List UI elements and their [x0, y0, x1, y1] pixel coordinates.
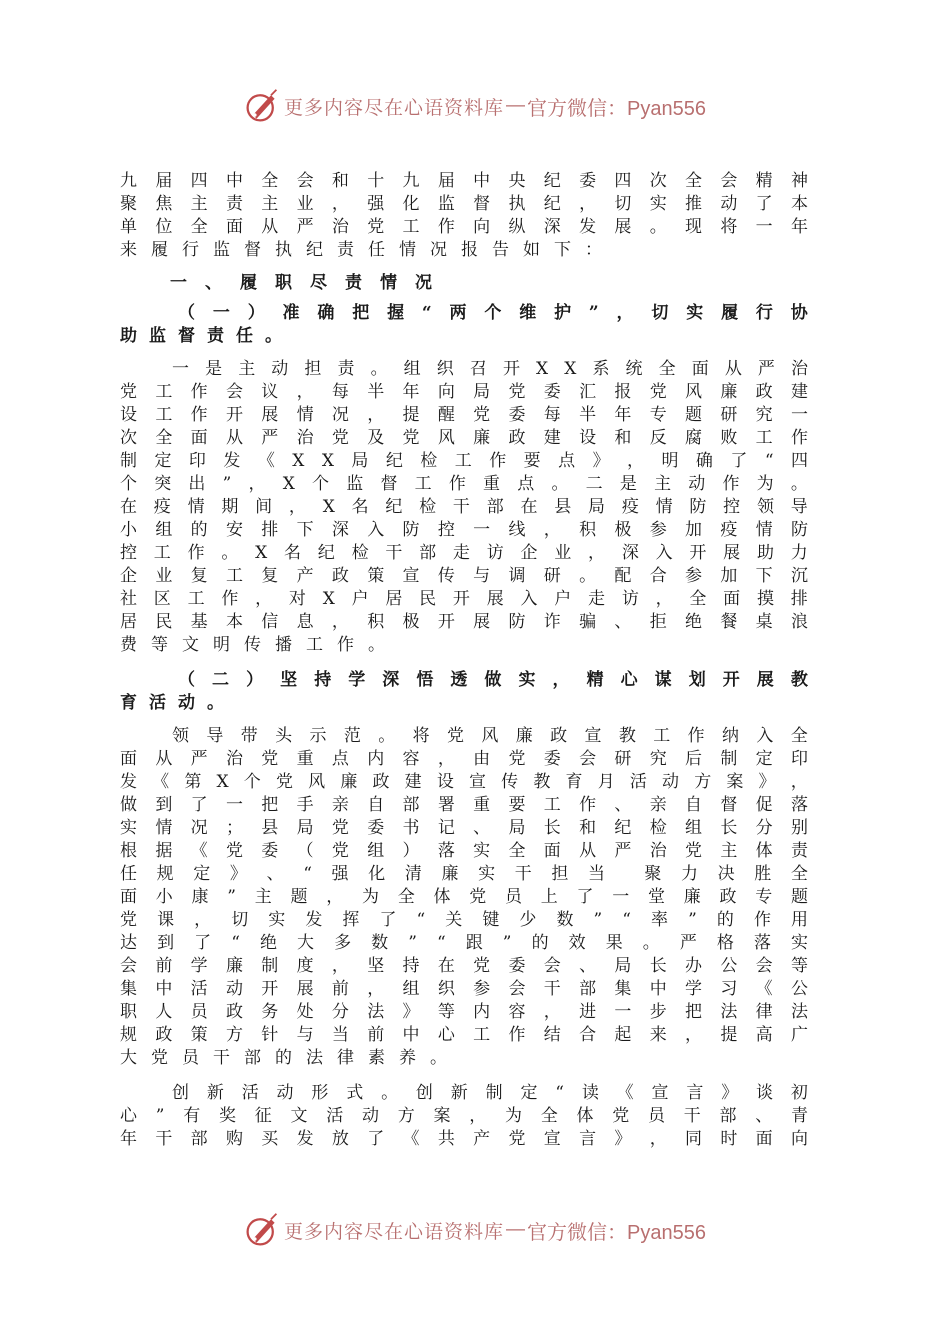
- text-line: 党 工 作 会 议 ， 每 半 年 向 局 党 委 汇 报 党 风 廉 政 建: [120, 382, 808, 402]
- text-line: 社 区 工 作 ， 对 X 户 居 民 开 展 入 户 走 访 ， 全 面 摸 排: [120, 589, 808, 609]
- header-watermark-banner: [0, 84, 950, 128]
- text-line: （ 二 ） 坚 持 学 深 悟 透 做 实 ， 精 心 谋 划 开 展 教: [178, 670, 808, 690]
- pen-logo-icon: [244, 1212, 280, 1248]
- text-line: 集 中 活 动 开 展 前 ， 组 织 参 会 干 部 集 中 学 习 《 公: [120, 979, 808, 999]
- document-body: [120, 170, 808, 1163]
- text-line: 大党员干部的法律素养。: [120, 1048, 461, 1068]
- text-line: 达 到 了 “ 绝 大 多 数 ” “ 跟 ” 的 效 果 。 严 格 落 实: [120, 933, 808, 953]
- text-line: 控 工 作 。 X 名 纪 检 干 部 走 访 企 业 ， 深 入 开 展 助 力: [120, 543, 808, 563]
- footer-watermark-banner: [0, 1208, 950, 1252]
- text-line: 居 民 基 本 信 息 ， 积 极 开 展 防 诈 骗 、 拒 绝 餐 桌 浪: [120, 612, 808, 632]
- text-line: 在 疫 情 期 间 ， X 名 纪 检 干 部 在 县 局 疫 情 防 控 领 导: [120, 497, 808, 517]
- text-line: 创 新 活 动 形 式 。 创 新 制 定 “ 读 《 宣 言 》 谈 初: [172, 1083, 808, 1103]
- text-line: 根 据 《 党 委 （ 党 组 ） 落 实 全 面 从 严 治 党 主 体 责: [120, 841, 808, 861]
- text-line: 领 导 带 头 示 范 。 将 党 风 廉 政 宣 教 工 作 纳 入 全: [172, 726, 808, 746]
- banner-contact: 官方微信：Pyan556: [527, 1221, 706, 1244]
- subsection-heading-2: [120, 669, 808, 715]
- paragraph-3: [120, 1082, 808, 1151]
- text-line: 费等文明传播工作。: [120, 635, 399, 655]
- text-line: 来履行监督执纪责任情况报告如下：: [120, 240, 616, 260]
- text-line: 面 小 康 ” 主 题 ， 为 全 体 党 员 上 了 一 堂 廉 政 专 题: [120, 887, 808, 907]
- text-line: 实 情 况 ； 县 局 党 委 书 记 、 局 长 和 纪 检 组 长 分 别: [120, 818, 808, 838]
- banner-separator: —: [506, 1219, 526, 1240]
- text-line: （ 一 ） 准 确 把 握 “ 两 个 维 护 ” ， 切 实 履 行 协: [178, 303, 808, 323]
- text-line: 单 位 全 面 从 严 治 党 工 作 向 纵 深 发 展 。 现 将 一 年: [120, 217, 808, 237]
- banner-text: 更多内容尽在心语资料库: [284, 96, 505, 119]
- pen-logo-icon: [244, 88, 280, 124]
- text-line: 小 组 的 安 排 下 深 入 防 控 一 线 ， 积 极 参 加 疫 情 防: [120, 520, 808, 540]
- text-line: 一 是 主 动 担 责 。 组 织 召 开 X X 系 统 全 面 从 严 治: [172, 359, 808, 379]
- text-line: 心 ” 有 奖 征 文 活 动 方 案 ， 为 全 体 党 员 干 部 、 青: [120, 1106, 808, 1126]
- banner-separator: —: [506, 95, 526, 116]
- text-line: 制 定 印 发 《 X X 局 纪 检 工 作 要 点 》 ， 明 确 了 “ 四: [120, 451, 808, 471]
- text-line: 设 工 作 开 展 情 况 ， 提 醒 党 委 每 半 年 专 题 研 究 一: [120, 405, 808, 425]
- text-line: 年 干 部 购 买 发 放 了 《 共 产 党 宣 言 》 ， 同 时 面 向: [120, 1129, 808, 1149]
- intro-paragraph: [120, 170, 808, 262]
- text-line: 做 到 了 一 把 手 亲 自 部 署 重 要 工 作 、 亲 自 督 促 落: [120, 795, 808, 815]
- text-line: 次 全 面 从 严 治 党 及 党 风 廉 政 建 设 和 反 腐 败 工 作: [120, 428, 808, 448]
- text-line: 九 届 四 中 全 会 和 十 九 届 中 央 纪 委 四 次 全 会 精 神: [120, 171, 808, 191]
- banner-text: 更多内容尽在心语资料库: [284, 1220, 505, 1243]
- text-line: 规 政 策 方 针 与 当 前 中 心 工 作 结 合 起 来 ， 提 高 广: [120, 1025, 808, 1045]
- paragraph-1: [120, 358, 808, 657]
- text-line: 助监督责任。: [120, 326, 294, 346]
- subsection-heading-1: [120, 302, 808, 348]
- text-line: 发 《 第 X 个 党 风 廉 政 建 设 宣 传 教 育 月 活 动 方 案 》 ，: [120, 772, 808, 792]
- text-line: 面 从 严 治 党 重 点 内 容 ， 由 党 委 会 研 究 后 制 定 印: [120, 749, 808, 769]
- text-line: 党 课 ， 切 实 发 挥 了 “ 关 键 少 数 ” “ 率 ” 的 作 用: [120, 910, 808, 930]
- paragraph-2: [120, 725, 808, 1070]
- text-line: 聚 焦 主 责 主 业 ， 强 化 监 督 执 纪 ， 切 实 推 动 了 本: [120, 194, 808, 214]
- text-line: 会 前 学 廉 制 度 ， 坚 持 在 党 委 会 、 局 长 办 公 会 等: [120, 956, 808, 976]
- banner-contact: 官方微信：Pyan556: [527, 97, 706, 120]
- text-line: 职 人 员 政 务 处 分 法 》 等 内 容 ， 进 一 步 把 法 律 法: [120, 1002, 808, 1022]
- text-line: 企 业 复 工 复 产 政 策 宣 传 与 调 研 。 配 合 参 加 下 沉: [120, 566, 808, 586]
- text-line: 育活动。: [120, 693, 236, 713]
- text-line: 个 突 出 ” ， X 个 监 督 工 作 重 点 。 二 是 主 动 作 为 。: [120, 474, 808, 494]
- section-heading: 一、履职尽责情况: [170, 273, 450, 293]
- text-line: 任 规 定 》 、 “ 强 化 清 廉 实 干 担 当 聚 力 决 胜 全: [120, 864, 808, 884]
